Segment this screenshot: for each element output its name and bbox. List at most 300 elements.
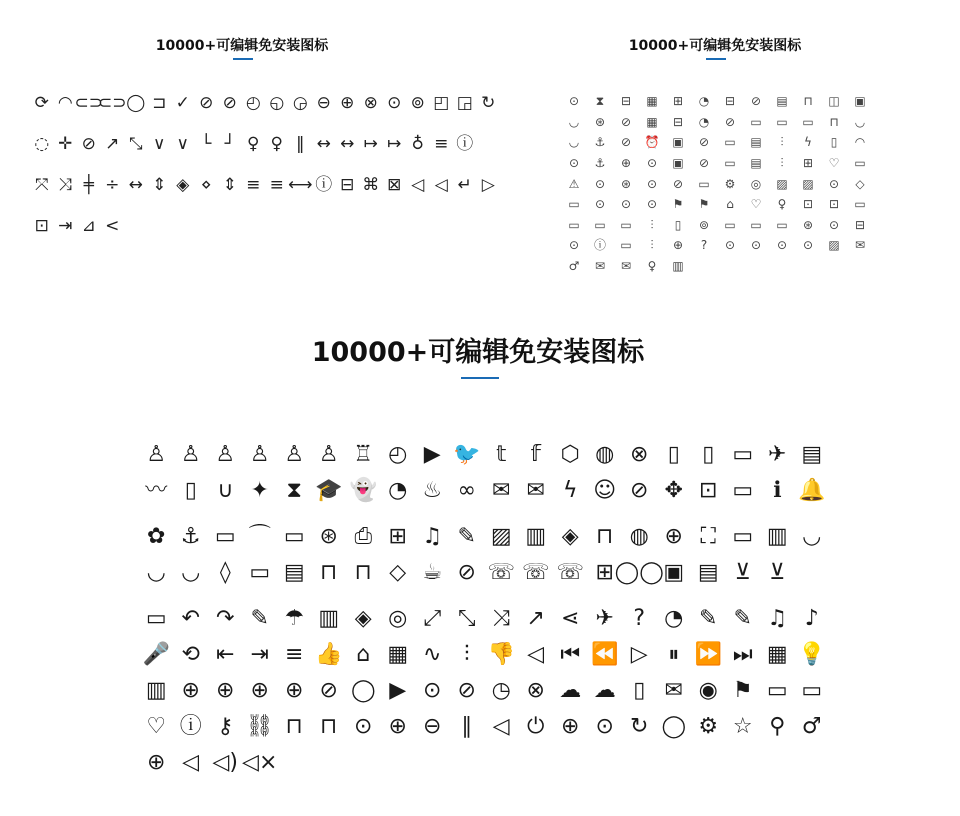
glyph-icon: ▤ bbox=[750, 135, 762, 150]
glyph-icon: ⊘ bbox=[319, 678, 338, 703]
glyph-icon: ◁× bbox=[242, 750, 278, 775]
glyph-icon: ☏ bbox=[556, 560, 584, 585]
glyph-icon: ⊐ bbox=[152, 93, 167, 113]
glyph-icon: ▣ bbox=[672, 135, 684, 150]
glyph-icon: ☆ bbox=[732, 714, 753, 739]
icon-row bbox=[561, 173, 873, 194]
glyph-icon: ⚓ bbox=[594, 135, 606, 150]
glyph-icon: ⌒ bbox=[248, 524, 271, 549]
glyph-icon: ⊕ bbox=[664, 524, 683, 549]
glyph-icon: ⏪ bbox=[591, 642, 619, 667]
glyph-icon: ϟ bbox=[804, 135, 812, 150]
glyph-icon: ⚙ bbox=[724, 176, 736, 191]
glyph-icon: ⊘ bbox=[630, 478, 649, 503]
glyph-icon: ◈ bbox=[561, 524, 579, 549]
glyph-icon: ▭ bbox=[801, 678, 823, 703]
glyph-icon: ▶ bbox=[423, 442, 441, 467]
glyph-icon: ▣ bbox=[663, 560, 685, 585]
glyph-icon: ▭ bbox=[750, 114, 762, 129]
glyph-icon: ▥ bbox=[766, 524, 788, 549]
glyph-icon: ◉ bbox=[698, 678, 718, 703]
glyph-icon: ⊙ bbox=[568, 94, 580, 109]
glyph-icon: ▥ bbox=[318, 606, 340, 631]
glyph-icon: ≡ bbox=[434, 134, 449, 154]
glyph-icon: ◰ bbox=[433, 93, 450, 113]
glyph-icon: ◁ bbox=[492, 714, 510, 739]
glyph-icon: ⚓ bbox=[594, 156, 606, 171]
glyph-icon: 👍 bbox=[315, 642, 343, 667]
title-underline-main bbox=[461, 377, 499, 379]
glyph-icon: 𝕥 bbox=[496, 442, 507, 467]
glyph-icon: 𝕗 bbox=[530, 442, 541, 467]
glyph-icon: ℹ bbox=[773, 478, 782, 503]
glyph-icon: ⊘ bbox=[698, 135, 710, 150]
glyph-icon: ♙ bbox=[146, 442, 167, 467]
glyph-icon: ◲ bbox=[456, 93, 473, 113]
glyph-icon: ↗ bbox=[105, 134, 120, 154]
glyph-icon: ⊕ bbox=[216, 678, 235, 703]
glyph-icon: ≡ bbox=[285, 642, 304, 667]
glyph-icon: ▭ bbox=[249, 560, 271, 585]
glyph-icon: ♫ bbox=[767, 606, 788, 631]
glyph-icon: ☕ bbox=[422, 560, 443, 585]
glyph-icon: ⇤ bbox=[216, 642, 235, 667]
glyph-icon: ⊕ bbox=[672, 238, 684, 253]
glyph-icon: ⊞ bbox=[802, 156, 814, 171]
glyph-icon: ⊛ bbox=[319, 524, 338, 549]
glyph-icon: ⏭ bbox=[732, 642, 753, 667]
glyph-icon: ◁ bbox=[434, 175, 448, 195]
glyph-icon: ⊙ bbox=[568, 238, 580, 253]
glyph-icon: ⚠ bbox=[568, 176, 580, 191]
glyph-icon: ⊙ bbox=[828, 217, 840, 232]
glyph-icon: ◇ bbox=[389, 560, 407, 585]
section-title-top-left: 10000+可编辑免安装图标 bbox=[155, 38, 329, 54]
glyph-icon: ⓘ bbox=[179, 714, 202, 739]
glyph-icon: ⊙ bbox=[594, 197, 606, 212]
glyph-icon: ⛶ bbox=[700, 524, 716, 549]
glyph-icon: ⊘ bbox=[81, 134, 96, 154]
glyph-icon: ▭ bbox=[145, 606, 167, 631]
glyph-icon: ⋄ bbox=[200, 175, 212, 195]
glyph-icon: 👻 bbox=[349, 478, 377, 503]
glyph-icon: ☂ bbox=[284, 606, 305, 631]
glyph-icon: ⊗ bbox=[363, 93, 378, 113]
glyph-icon: ↻ bbox=[481, 93, 496, 113]
glyph-icon: ∪ bbox=[217, 478, 234, 503]
glyph-icon: ⊡ bbox=[828, 197, 840, 212]
glyph-icon: ⫶ bbox=[650, 217, 654, 232]
icon-row bbox=[139, 473, 829, 509]
glyph-icon: ⊙ bbox=[387, 93, 402, 113]
glyph-icon: ⊞ bbox=[388, 524, 407, 549]
glyph-icon: ⌂ bbox=[356, 642, 371, 667]
glyph-icon: ♙ bbox=[249, 442, 270, 467]
glyph-icon: ⫶ bbox=[780, 156, 784, 171]
icon-grid-main bbox=[139, 437, 829, 781]
glyph-icon: ⊙ bbox=[594, 176, 606, 191]
glyph-icon: ⊡ bbox=[34, 216, 49, 236]
glyph-icon: ◔ bbox=[698, 114, 710, 129]
glyph-icon: ✈ bbox=[595, 606, 614, 631]
glyph-icon: ⊛ bbox=[620, 176, 632, 191]
glyph-icon: ⊟ bbox=[620, 94, 632, 109]
glyph-icon: ⚷ bbox=[217, 714, 234, 739]
glyph-icon: ◷ bbox=[491, 678, 511, 703]
icon-row bbox=[561, 112, 873, 133]
glyph-icon: ▦ bbox=[387, 642, 409, 667]
glyph-icon: ▭ bbox=[732, 478, 754, 503]
glyph-icon: ◌ bbox=[34, 134, 50, 154]
glyph-icon: ⊻ bbox=[769, 560, 786, 585]
glyph-icon: ▶ bbox=[389, 678, 407, 703]
glyph-icon: ↶ bbox=[181, 606, 200, 631]
glyph-icon: ♂ bbox=[801, 714, 822, 739]
glyph-icon: ∨ bbox=[176, 134, 189, 154]
glyph-icon: ▤ bbox=[283, 560, 305, 585]
glyph-icon: ▨ bbox=[776, 176, 788, 191]
glyph-icon: ⊗ bbox=[630, 442, 649, 467]
glyph-icon: ‖ bbox=[296, 134, 305, 154]
glyph-icon: ◊ bbox=[219, 560, 231, 585]
icon-grid-top-right bbox=[561, 91, 873, 276]
glyph-icon: ▭ bbox=[854, 156, 866, 171]
glyph-icon: ⚲ bbox=[769, 714, 786, 739]
glyph-icon: ⤨ bbox=[58, 175, 73, 195]
glyph-icon: ◁) bbox=[212, 750, 238, 775]
glyph-icon: ⟷ bbox=[288, 175, 313, 195]
glyph-icon: ⊞ bbox=[672, 94, 684, 109]
glyph-icon: ⊓ bbox=[320, 714, 338, 739]
glyph-icon: ▤ bbox=[801, 442, 823, 467]
icon-grid-top-left bbox=[30, 83, 500, 247]
icon-row bbox=[30, 165, 500, 206]
glyph-icon: ✛ bbox=[58, 134, 73, 154]
glyph-icon: ▭ bbox=[724, 217, 736, 232]
glyph-icon: ▭ bbox=[776, 217, 788, 232]
glyph-icon: ⊕ bbox=[147, 750, 166, 775]
glyph-icon: ◫ bbox=[828, 94, 840, 109]
icon-row bbox=[139, 555, 829, 591]
glyph-icon: ◎ bbox=[750, 176, 762, 191]
glyph-icon: ▯ bbox=[830, 135, 838, 150]
glyph-icon: ☺ bbox=[593, 478, 617, 503]
glyph-icon: ▭ bbox=[698, 176, 710, 191]
glyph-icon: ⊻ bbox=[734, 560, 751, 585]
icon-row bbox=[561, 194, 873, 215]
icon-row bbox=[561, 91, 873, 112]
glyph-icon: ⫶ bbox=[650, 238, 654, 253]
glyph-icon: ▤ bbox=[776, 94, 788, 109]
section-title-top-right: 10000+可编辑免安装图标 bbox=[628, 38, 802, 54]
glyph-icon: ⬡ bbox=[560, 442, 580, 467]
glyph-icon: ⊡ bbox=[802, 197, 814, 212]
glyph-icon: ⊟ bbox=[340, 175, 355, 195]
glyph-icon: ÷ bbox=[105, 175, 120, 195]
icon-row bbox=[561, 215, 873, 236]
glyph-icon: ◡ bbox=[146, 560, 166, 585]
icon-row bbox=[139, 437, 829, 473]
glyph-icon: ⏩ bbox=[694, 642, 722, 667]
glyph-icon: ♪ bbox=[804, 606, 819, 631]
glyph-icon: ⊘ bbox=[199, 93, 214, 113]
glyph-icon: 💡 bbox=[798, 642, 826, 667]
glyph-icon: ⊙ bbox=[646, 197, 658, 212]
glyph-icon: ▭ bbox=[802, 114, 814, 129]
glyph-icon: ⊕ bbox=[561, 714, 580, 739]
icon-row bbox=[139, 745, 829, 781]
glyph-icon: ▤ bbox=[697, 560, 719, 585]
glyph-icon: ⇕ bbox=[222, 175, 237, 195]
glyph-icon: ⊛ bbox=[802, 217, 814, 232]
glyph-icon: ⫶ bbox=[780, 135, 784, 150]
glyph-icon: ◡ bbox=[854, 114, 866, 129]
glyph-icon: ⊖ bbox=[423, 714, 442, 739]
icon-row bbox=[561, 153, 873, 174]
glyph-icon: ▨ bbox=[828, 238, 840, 253]
icon-row bbox=[30, 206, 500, 247]
glyph-icon: ▥ bbox=[145, 678, 167, 703]
glyph-icon: ▣ bbox=[672, 156, 684, 171]
glyph-icon: ▯ bbox=[667, 442, 680, 467]
glyph-icon: ▯ bbox=[633, 678, 646, 703]
glyph-icon: ⊘ bbox=[672, 176, 684, 191]
glyph-icon: ✥ bbox=[664, 478, 683, 503]
glyph-icon: ⚓ bbox=[180, 524, 201, 549]
glyph-icon: ⏻ bbox=[527, 714, 545, 739]
glyph-icon: ◈ bbox=[176, 175, 190, 195]
glyph-icon: ▯ bbox=[674, 217, 682, 232]
glyph-icon: ⤧ bbox=[34, 175, 49, 195]
glyph-icon: 🐦 bbox=[453, 442, 481, 467]
glyph-icon: ⊕ bbox=[181, 678, 200, 703]
glyph-icon: < bbox=[105, 216, 120, 236]
glyph-icon: ♀ bbox=[777, 197, 787, 212]
glyph-icon: ▦ bbox=[646, 94, 658, 109]
glyph-icon: ↻ bbox=[630, 714, 649, 739]
glyph-icon: ⊓ bbox=[354, 560, 372, 585]
glyph-icon: ↔ bbox=[316, 134, 331, 154]
glyph-icon: ⇥ bbox=[250, 642, 269, 667]
glyph-icon: ✉ bbox=[526, 478, 545, 503]
glyph-icon: ▭ bbox=[766, 678, 788, 703]
glyph-icon: 👎 bbox=[487, 642, 515, 667]
glyph-icon: ◈ bbox=[354, 606, 372, 631]
glyph-icon: ⊂⊃ bbox=[74, 93, 103, 113]
glyph-icon: ⊗ bbox=[526, 678, 545, 703]
glyph-icon: ⊙ bbox=[595, 714, 614, 739]
glyph-icon: ✎ bbox=[733, 606, 752, 631]
glyph-icon: ⫶ bbox=[463, 642, 470, 667]
glyph-icon: ⊚ bbox=[698, 217, 710, 232]
glyph-icon: ⧗ bbox=[595, 94, 605, 109]
glyph-icon: ⊕ bbox=[388, 714, 407, 739]
glyph-icon: ↷ bbox=[216, 606, 235, 631]
glyph-icon: ▷ bbox=[481, 175, 495, 195]
glyph-icon: ◴ bbox=[388, 442, 408, 467]
icon-row bbox=[30, 83, 500, 124]
glyph-icon: ◎ bbox=[388, 606, 408, 631]
glyph-icon: ◡ bbox=[568, 114, 580, 129]
glyph-icon: ┘ bbox=[224, 134, 235, 154]
glyph-icon: ⊚ bbox=[410, 93, 425, 113]
glyph-icon: ⊘ bbox=[457, 560, 476, 585]
glyph-icon: ✉ bbox=[664, 678, 683, 703]
section-title-main: 10000+可编辑免安装图标 bbox=[311, 337, 645, 368]
glyph-icon: ⊙ bbox=[724, 238, 736, 253]
glyph-icon: ▯ bbox=[184, 478, 197, 503]
glyph-icon: ♫ bbox=[422, 524, 443, 549]
title-underline-top-right bbox=[706, 58, 726, 60]
glyph-icon: ♙ bbox=[284, 442, 305, 467]
glyph-icon: ✈ bbox=[768, 442, 787, 467]
glyph-icon: ⊡ bbox=[699, 478, 718, 503]
glyph-icon: ◠ bbox=[57, 93, 73, 113]
glyph-icon: ◯ bbox=[350, 678, 376, 703]
glyph-icon: ⊙ bbox=[776, 238, 788, 253]
glyph-icon: ♡ bbox=[828, 156, 840, 171]
glyph-icon: ≡ bbox=[246, 175, 261, 195]
glyph-icon: ⊘ bbox=[222, 93, 237, 113]
glyph-icon: ⊘ bbox=[698, 156, 710, 171]
glyph-icon: ⊙ bbox=[750, 238, 762, 253]
icon-row bbox=[561, 132, 873, 153]
glyph-icon: ☏ bbox=[521, 560, 550, 585]
glyph-icon: ⊘ bbox=[724, 114, 736, 129]
glyph-icon: ↦ bbox=[363, 134, 378, 154]
glyph-icon: └ bbox=[201, 134, 212, 154]
glyph-icon: ▭ bbox=[750, 217, 762, 232]
glyph-icon: ◵ bbox=[269, 93, 285, 113]
glyph-icon: ⏸ bbox=[668, 642, 680, 667]
icon-row bbox=[139, 601, 829, 637]
glyph-icon: ♖ bbox=[353, 442, 374, 467]
glyph-icon: ⊘ bbox=[620, 135, 632, 150]
glyph-icon: ⤡ bbox=[457, 606, 476, 631]
glyph-icon: ◁ bbox=[527, 642, 545, 667]
glyph-icon: ▭ bbox=[620, 238, 632, 253]
glyph-icon: ? bbox=[633, 606, 646, 631]
glyph-icon: ⟳ bbox=[34, 93, 49, 113]
glyph-icon: ♡ bbox=[146, 714, 167, 739]
glyph-icon: ♙ bbox=[318, 442, 339, 467]
glyph-icon: ▥ bbox=[672, 259, 684, 274]
glyph-icon: ♀ bbox=[647, 259, 657, 274]
glyph-icon: ⊙ bbox=[646, 176, 658, 191]
glyph-icon: ♨ bbox=[422, 478, 443, 503]
glyph-icon: ▣ bbox=[854, 94, 866, 109]
glyph-icon: ⊙ bbox=[354, 714, 373, 739]
glyph-icon: ⚑ bbox=[672, 197, 684, 212]
glyph-icon: ♙ bbox=[180, 442, 201, 467]
glyph-icon: ✉ bbox=[594, 259, 606, 274]
icon-row bbox=[139, 519, 829, 555]
glyph-icon: ▭ bbox=[732, 524, 754, 549]
glyph-icon: ◠ bbox=[854, 135, 866, 150]
glyph-icon: ▭ bbox=[854, 197, 866, 212]
glyph-icon: ⊕ bbox=[340, 93, 355, 113]
glyph-icon: ◔ bbox=[388, 478, 408, 503]
glyph-icon: ≡ bbox=[269, 175, 284, 195]
glyph-icon: ⓘ bbox=[593, 238, 606, 253]
glyph-icon: ⊙ bbox=[423, 678, 442, 703]
glyph-icon: ✎ bbox=[250, 606, 269, 631]
glyph-icon: ✉ bbox=[492, 478, 511, 503]
icon-row bbox=[561, 256, 873, 277]
glyph-icon: ✎ bbox=[457, 524, 476, 549]
icon-row bbox=[139, 637, 829, 673]
glyph-icon: ⊠ bbox=[387, 175, 402, 195]
glyph-icon: ▭ bbox=[724, 135, 736, 150]
glyph-icon: ∿ bbox=[423, 642, 442, 667]
glyph-icon: ✿ bbox=[147, 524, 166, 549]
glyph-icon: ⊕ bbox=[620, 156, 632, 171]
glyph-icon: ⊟ bbox=[854, 217, 866, 232]
glyph-icon: ⛓ bbox=[245, 714, 274, 739]
glyph-icon: ⊟ bbox=[672, 114, 684, 129]
glyph-icon: ↗ bbox=[526, 606, 545, 631]
glyph-icon: ♙ bbox=[215, 442, 236, 467]
glyph-icon: ↔ bbox=[128, 175, 143, 195]
glyph-icon: ☏ bbox=[487, 560, 515, 585]
glyph-icon: ⊙ bbox=[828, 176, 840, 191]
glyph-icon: ▷ bbox=[630, 642, 648, 667]
glyph-icon: ▤ bbox=[750, 156, 762, 171]
glyph-icon: ? bbox=[700, 238, 708, 253]
glyph-icon: ⊓ bbox=[829, 114, 839, 129]
glyph-icon: ⋖ bbox=[561, 606, 580, 631]
glyph-icon: ♀ bbox=[247, 134, 260, 154]
glyph-icon: ⓘ bbox=[315, 175, 333, 195]
glyph-icon: ⊙ bbox=[620, 197, 632, 212]
glyph-icon: ✦ bbox=[250, 478, 269, 503]
glyph-icon: ▭ bbox=[594, 217, 606, 232]
glyph-icon: ⊟ bbox=[724, 94, 736, 109]
glyph-icon: ⊂⊃ bbox=[98, 93, 127, 113]
glyph-icon: ▭ bbox=[732, 442, 754, 467]
glyph-icon: ◁ bbox=[411, 175, 425, 195]
glyph-icon: ⊞ bbox=[595, 560, 614, 585]
glyph-icon: ☁ bbox=[593, 678, 616, 703]
glyph-icon: ∥ bbox=[461, 714, 473, 739]
glyph-icon: ⊘ bbox=[750, 94, 762, 109]
glyph-icon: ⊖ bbox=[316, 93, 331, 113]
glyph-icon: ⚑ bbox=[732, 678, 753, 703]
glyph-icon: ◍ bbox=[595, 442, 615, 467]
glyph-icon: ▭ bbox=[568, 197, 580, 212]
icon-row bbox=[30, 124, 500, 165]
glyph-icon: ↵ bbox=[457, 175, 472, 195]
glyph-icon: ⊓ bbox=[320, 560, 338, 585]
glyph-icon: ⊘ bbox=[620, 114, 632, 129]
glyph-icon: ◯ bbox=[126, 93, 146, 113]
glyph-icon: ⊙ bbox=[568, 156, 580, 171]
glyph-icon: ⊓ bbox=[596, 524, 614, 549]
glyph-icon: ⇕ bbox=[152, 175, 167, 195]
glyph-icon: ◶ bbox=[292, 93, 308, 113]
glyph-icon: ◁ bbox=[182, 750, 200, 775]
glyph-icon: ⊙ bbox=[646, 156, 658, 171]
glyph-icon: ⊕ bbox=[285, 678, 304, 703]
glyph-icon: ✉ bbox=[854, 238, 866, 253]
glyph-icon: ◡ bbox=[181, 560, 201, 585]
glyph-icon: ▭ bbox=[568, 217, 580, 232]
glyph-icon: ⇥ bbox=[58, 216, 73, 236]
glyph-icon: ◯◯ bbox=[614, 560, 664, 585]
glyph-icon: ⊘ bbox=[457, 678, 476, 703]
glyph-icon: ♁ bbox=[411, 134, 424, 154]
glyph-icon: ⓘ bbox=[456, 134, 474, 154]
